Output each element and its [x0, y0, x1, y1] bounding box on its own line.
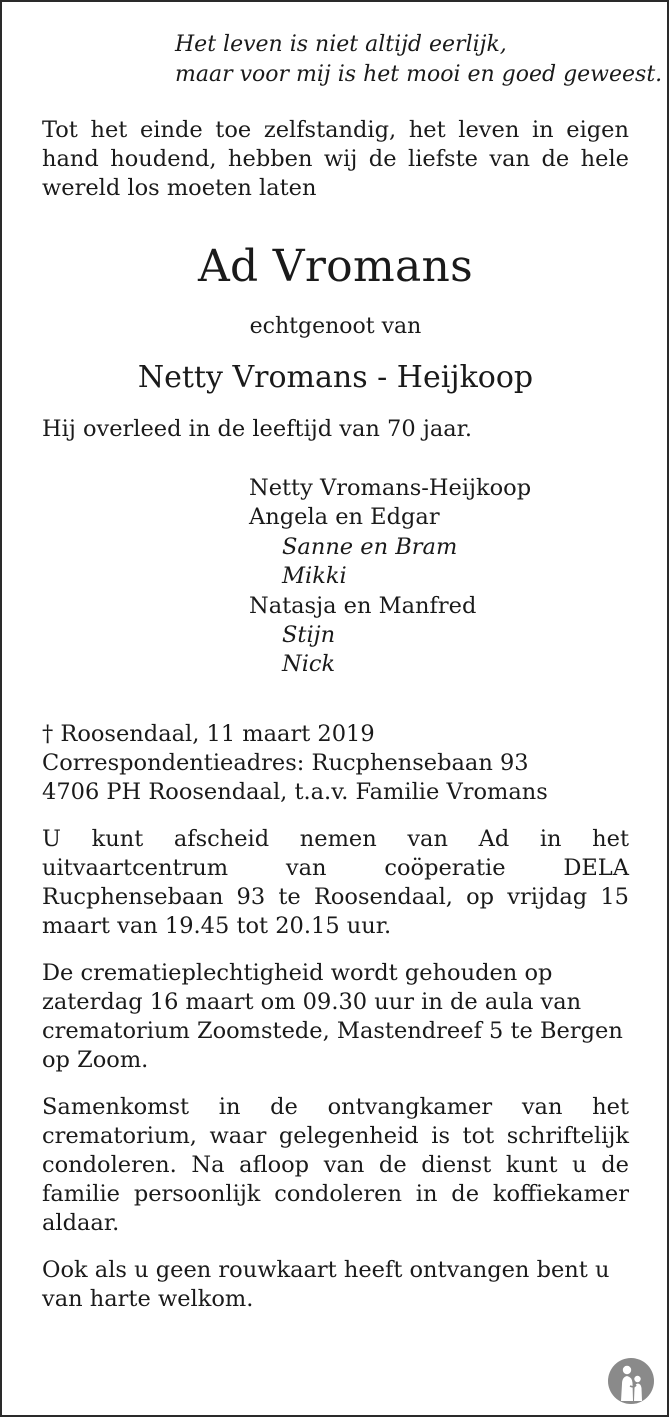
family-spouse: Netty Vromans-Heijkoop — [249, 475, 532, 501]
motto — [175, 30, 663, 90]
memorial-logo-icon — [607, 1357, 655, 1405]
family-grandchild: Stijn — [282, 622, 336, 649]
deceased-name: Ad Vromans — [197, 241, 474, 292]
family-child: Natasja en Manfred — [249, 592, 477, 619]
family-grandchild: Mikki — [282, 563, 347, 590]
motto-line-2: maar voor mij is het mooi en goed geweest. — [175, 62, 663, 87]
family-grandchild: Sanne en Bram — [282, 533, 458, 560]
family-list — [249, 474, 629, 680]
cremation-paragraph: De crematieplechtigheid wordt gehouden op zaterdag 16 maart om 09.30 uur in de aula van crematorium Zoomstede, Mastendreef 5 te Bergen op Zoom. — [42, 959, 623, 1073]
motto-line-1: Het leven is niet altijd eerlijk, — [175, 32, 507, 57]
spouse-name: Netty Vromans - Heijkoop — [137, 360, 534, 395]
intro-text: Tot het einde toe zelfstandig, het leven in eigen hand houdend, hebben wij de liefste van de hele wereld los moeten laten — [42, 117, 629, 201]
family-grandchild: Nick — [282, 651, 336, 678]
correspondence-address: Correspondentieadres: Rucphensebaan 93 — [42, 749, 529, 776]
welcome-paragraph: Ook als u geen rouwkaart heeft ontvangen bent u van harte welkom. — [42, 1256, 610, 1312]
farewell-paragraph: U kunt afscheid nemen van Ad in het uitvaartcentrum van coöperatie DELA Rucphensebaan 93 te Roosendaal, op vrijdag 15 maart van 19.45 tot 20.15 uur. — [42, 825, 629, 939]
correspondence-postcode: 4706 PH Roosendaal, t.a.v. Familie Vromans — [42, 778, 548, 805]
details-block — [42, 720, 629, 807]
death-place-date: † Roosendaal, 11 maart 2019 — [42, 720, 375, 747]
spouse-label: echtgenoot van — [249, 314, 422, 339]
family-child: Angela en Edgar — [249, 504, 440, 531]
age-text: Hij overleed in de leeftijd van 70 jaar. — [42, 416, 473, 442]
gathering-paragraph: Samenkomst in de ontvangkamer van het crematorium, waar gelegenheid is tot schriftelijk condoleren. Na afloop van de dienst kunt u de familie persoonlijk condoleren in de koffiekamer aldaar. — [42, 1093, 629, 1236]
